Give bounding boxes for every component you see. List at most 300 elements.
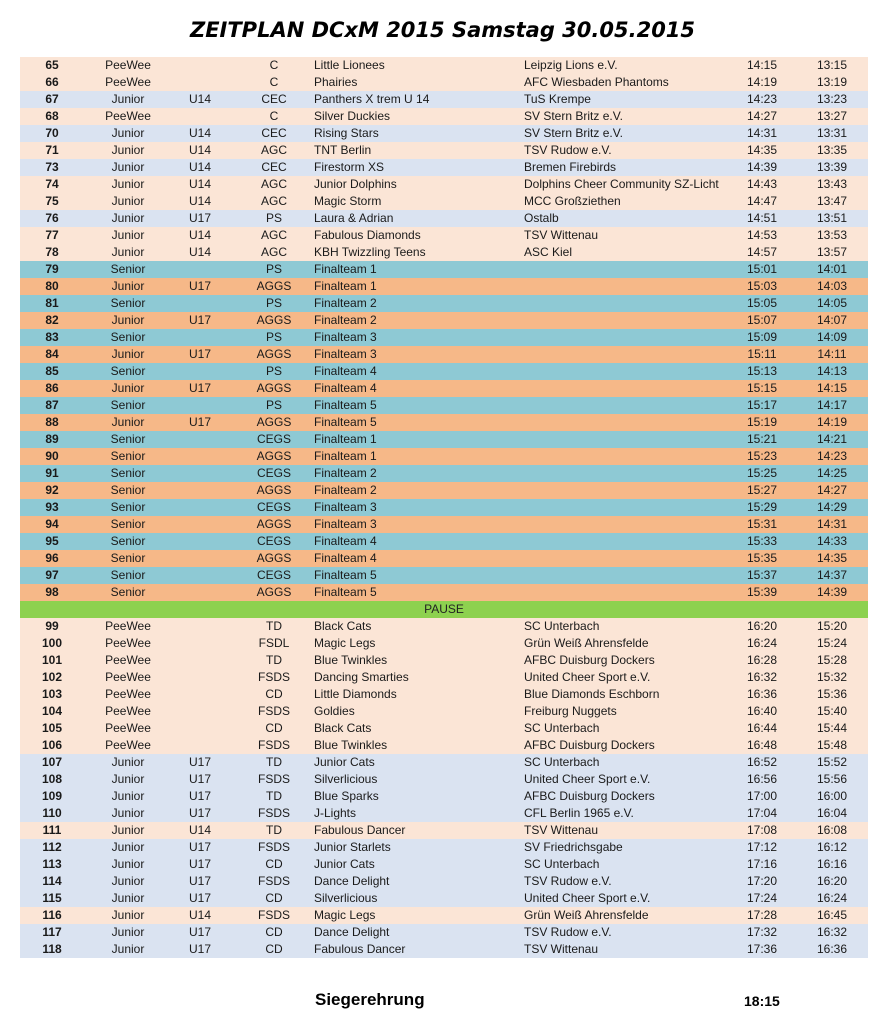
warmup-time-cell: 16:32 bbox=[816, 925, 848, 939]
start-time-cell: 15:37 bbox=[746, 568, 778, 582]
start-number-cell: 71 bbox=[45, 143, 59, 157]
club-name-cell: AFBC Duisburg Dockers bbox=[524, 738, 655, 752]
warmup-time-cell: 15:24 bbox=[816, 636, 848, 650]
age-group-cell: U17 bbox=[188, 925, 211, 939]
table-row bbox=[20, 295, 868, 312]
start-time-cell: 17:36 bbox=[746, 942, 778, 956]
warmup-time-cell: 13:23 bbox=[816, 92, 848, 106]
start-time-cell: 15:31 bbox=[746, 517, 778, 531]
start-time-cell: 17:32 bbox=[746, 925, 778, 939]
category-cell: Junior bbox=[111, 857, 145, 871]
team-name-cell: Junior Dolphins bbox=[314, 177, 397, 191]
table-row bbox=[20, 125, 868, 142]
team-name-cell: Fabulous Dancer bbox=[314, 942, 406, 956]
division-cell: CEC bbox=[261, 92, 287, 106]
table-row bbox=[20, 805, 868, 822]
table-row bbox=[20, 244, 868, 261]
team-name-cell: Finalteam 5 bbox=[314, 398, 377, 412]
start-time-cell: 17:12 bbox=[746, 840, 778, 854]
category-cell: Senior bbox=[110, 585, 146, 599]
warmup-time-cell: 14:39 bbox=[816, 585, 848, 599]
division-cell: AGGS bbox=[256, 551, 292, 565]
division-cell: C bbox=[269, 109, 279, 123]
start-number-cell: 81 bbox=[45, 296, 59, 310]
start-number-cell: 100 bbox=[41, 636, 63, 650]
division-cell: AGGS bbox=[256, 381, 292, 395]
division-cell: AGC bbox=[260, 228, 287, 242]
age-group-cell: U14 bbox=[188, 92, 211, 106]
table-row bbox=[20, 822, 868, 839]
table-row bbox=[20, 907, 868, 924]
division-cell: AGC bbox=[260, 245, 287, 259]
division-cell: TD bbox=[266, 755, 282, 769]
category-cell: PeeWee bbox=[105, 704, 151, 718]
start-time-cell: 15:13 bbox=[746, 364, 778, 378]
age-group-cell: U17 bbox=[188, 874, 211, 888]
start-time-cell: 15:17 bbox=[746, 398, 778, 412]
warmup-time-cell: 14:05 bbox=[816, 296, 848, 310]
team-name-cell: Finalteam 3 bbox=[314, 517, 377, 531]
team-name-cell: Blue Sparks bbox=[314, 789, 379, 803]
table-row bbox=[20, 652, 868, 669]
warmup-time-cell: 16:16 bbox=[816, 857, 848, 871]
pause-row: PAUSE bbox=[20, 601, 868, 618]
age-group-cell: U17 bbox=[188, 942, 211, 956]
division-cell: TD bbox=[266, 789, 282, 803]
division-cell: FSDL bbox=[258, 636, 290, 650]
team-name-cell: Finalteam 1 bbox=[314, 449, 377, 463]
division-cell: C bbox=[269, 58, 279, 72]
category-cell: Junior bbox=[111, 245, 145, 259]
division-cell: AGGS bbox=[256, 279, 292, 293]
table-row bbox=[20, 499, 868, 516]
category-cell: Junior bbox=[111, 874, 145, 888]
division-cell: PS bbox=[265, 211, 282, 225]
division-cell: CEGS bbox=[256, 466, 291, 480]
category-cell: PeeWee bbox=[105, 670, 151, 684]
category-cell: Senior bbox=[110, 296, 146, 310]
team-name-cell: Panthers X trem U 14 bbox=[314, 92, 430, 106]
start-number-cell: 91 bbox=[45, 466, 59, 480]
team-name-cell: Fabulous Diamonds bbox=[314, 228, 421, 242]
start-time-cell: 17:24 bbox=[746, 891, 778, 905]
start-number-cell: 74 bbox=[45, 177, 59, 191]
start-number-cell: 65 bbox=[45, 58, 59, 72]
start-time-cell: 15:33 bbox=[746, 534, 778, 548]
warmup-time-cell: 14:31 bbox=[816, 517, 848, 531]
category-cell: Junior bbox=[111, 415, 145, 429]
category-cell: Junior bbox=[111, 313, 145, 327]
division-cell: CD bbox=[265, 687, 283, 701]
table-row bbox=[20, 924, 868, 941]
start-time-cell: 14:57 bbox=[746, 245, 778, 259]
club-name-cell: CFL Berlin 1965 e.V. bbox=[524, 806, 634, 820]
start-number-cell: 87 bbox=[45, 398, 59, 412]
division-cell: AGGS bbox=[256, 313, 292, 327]
warmup-time-cell: 14:03 bbox=[816, 279, 848, 293]
team-name-cell: J-Lights bbox=[314, 806, 357, 820]
age-group-cell: U14 bbox=[188, 160, 211, 174]
category-cell: Senior bbox=[110, 500, 146, 514]
start-number-cell: 105 bbox=[41, 721, 63, 735]
age-group-cell: U14 bbox=[188, 823, 211, 837]
start-time-cell: 14:27 bbox=[746, 109, 778, 123]
table-row bbox=[20, 482, 868, 499]
team-name-cell: Magic Legs bbox=[314, 636, 376, 650]
table-row bbox=[20, 703, 868, 720]
warmup-time-cell: 15:48 bbox=[816, 738, 848, 752]
table-row bbox=[20, 720, 868, 737]
table-row bbox=[20, 414, 868, 431]
start-time-cell: 16:32 bbox=[746, 670, 778, 684]
start-number-cell: 83 bbox=[45, 330, 59, 344]
division-cell: AGGS bbox=[256, 585, 292, 599]
category-cell: Junior bbox=[111, 942, 145, 956]
table-row bbox=[20, 397, 868, 414]
start-number-cell: 68 bbox=[45, 109, 59, 123]
table-row bbox=[20, 278, 868, 295]
warmup-time-cell: 13:15 bbox=[816, 58, 848, 72]
age-group-cell: U14 bbox=[188, 228, 211, 242]
age-group-cell: U14 bbox=[188, 194, 211, 208]
team-name-cell: Dance Delight bbox=[314, 874, 390, 888]
warmup-time-cell: 13:39 bbox=[816, 160, 848, 174]
start-time-cell: 15:39 bbox=[746, 585, 778, 599]
start-time-cell: 15:11 bbox=[747, 347, 777, 361]
division-cell: CEC bbox=[261, 126, 287, 140]
age-group-cell: U17 bbox=[188, 857, 211, 871]
start-number-cell: 82 bbox=[45, 313, 59, 327]
table-row bbox=[20, 210, 868, 227]
division-cell: FSDS bbox=[257, 772, 290, 786]
age-group-cell: U17 bbox=[188, 755, 211, 769]
table-row bbox=[20, 448, 868, 465]
table-row bbox=[20, 771, 868, 788]
warmup-time-cell: 13:27 bbox=[816, 109, 848, 123]
team-name-cell: Finalteam 5 bbox=[314, 568, 377, 582]
warmup-time-cell: 14:13 bbox=[816, 364, 848, 378]
start-number-cell: 110 bbox=[42, 806, 62, 820]
division-cell: FSDS bbox=[257, 840, 290, 854]
start-time-cell: 15:09 bbox=[746, 330, 778, 344]
warmup-time-cell: 14:01 bbox=[816, 262, 848, 276]
start-time-cell: 15:03 bbox=[746, 279, 778, 293]
club-name-cell: TSV Rudow e.V. bbox=[524, 143, 612, 157]
team-name-cell: Finalteam 5 bbox=[314, 415, 377, 429]
start-time-cell: 15:25 bbox=[746, 466, 778, 480]
club-name-cell: TSV Wittenau bbox=[524, 942, 599, 956]
start-time-cell: 16:40 bbox=[746, 704, 778, 718]
start-time-cell: 14:51 bbox=[746, 211, 778, 225]
start-number-cell: 70 bbox=[45, 126, 59, 140]
club-name-cell: Grün Weiß Ahrensfelde bbox=[524, 636, 649, 650]
table-row bbox=[20, 108, 868, 125]
category-cell: Senior bbox=[110, 449, 146, 463]
table-row bbox=[20, 533, 868, 550]
warmup-time-cell: 15:20 bbox=[816, 619, 848, 633]
start-number-cell: 107 bbox=[41, 755, 63, 769]
table-row bbox=[20, 329, 868, 346]
warmup-time-cell: 15:36 bbox=[816, 687, 848, 701]
division-cell: AGGS bbox=[256, 449, 292, 463]
division-cell: AGGS bbox=[256, 347, 292, 361]
start-number-cell: 102 bbox=[41, 670, 63, 684]
team-name-cell: Fabulous Dancer bbox=[314, 823, 406, 837]
table-row bbox=[20, 873, 868, 890]
warmup-time-cell: 16:45 bbox=[816, 908, 848, 922]
warmup-time-cell: 15:56 bbox=[816, 772, 848, 786]
start-number-cell: 78 bbox=[45, 245, 59, 259]
club-name-cell: AFBC Duisburg Dockers bbox=[524, 653, 655, 667]
start-time-cell: 15:07 bbox=[746, 313, 778, 327]
table-row bbox=[20, 737, 868, 754]
category-cell: Junior bbox=[111, 891, 145, 905]
table-row bbox=[20, 193, 868, 210]
start-number-cell: 84 bbox=[45, 347, 59, 361]
division-cell: CEGS bbox=[256, 568, 291, 582]
team-name-cell: Silverlicious bbox=[314, 891, 378, 905]
club-name-cell: Blue Diamonds Eschborn bbox=[524, 687, 660, 701]
warmup-time-cell: 15:40 bbox=[816, 704, 848, 718]
warmup-time-cell: 13:57 bbox=[816, 245, 848, 259]
start-time-cell: 17:00 bbox=[746, 789, 778, 803]
table-row bbox=[20, 788, 868, 805]
start-time-cell: 16:20 bbox=[746, 619, 778, 633]
start-time-cell: 15:15 bbox=[746, 381, 778, 395]
table-row bbox=[20, 380, 868, 397]
category-cell: PeeWee bbox=[105, 721, 151, 735]
warmup-time-cell: 16:12 bbox=[816, 840, 848, 854]
start-time-cell: 15:27 bbox=[746, 483, 778, 497]
start-number-cell: 104 bbox=[41, 704, 63, 718]
start-time-cell: 17:28 bbox=[746, 908, 778, 922]
start-time-cell: 15:05 bbox=[746, 296, 778, 310]
age-group-cell: U14 bbox=[188, 143, 211, 157]
club-name-cell: Ostalb bbox=[524, 211, 559, 225]
start-number-cell: 109 bbox=[41, 789, 63, 803]
category-cell: Junior bbox=[111, 228, 145, 242]
division-cell: TD bbox=[266, 823, 282, 837]
warmup-time-cell: 15:32 bbox=[816, 670, 848, 684]
team-name-cell: Finalteam 4 bbox=[314, 551, 377, 565]
start-number-cell: 89 bbox=[45, 432, 59, 446]
team-name-cell: Finalteam 1 bbox=[314, 262, 377, 276]
category-cell: Junior bbox=[111, 823, 145, 837]
warmup-time-cell: 13:43 bbox=[816, 177, 848, 191]
division-cell: CEGS bbox=[256, 534, 291, 548]
category-cell: Junior bbox=[111, 840, 145, 854]
team-name-cell: Dance Delight bbox=[314, 925, 390, 939]
team-name-cell: TNT Berlin bbox=[314, 143, 372, 157]
start-number-cell: 77 bbox=[45, 228, 59, 242]
table-row bbox=[20, 584, 868, 601]
start-time-cell: 16:48 bbox=[746, 738, 778, 752]
warmup-time-cell: 16:04 bbox=[816, 806, 848, 820]
age-group-cell: U17 bbox=[188, 347, 211, 361]
start-number-cell: 79 bbox=[45, 262, 59, 276]
age-group-cell: U17 bbox=[188, 772, 211, 786]
table-row bbox=[20, 142, 868, 159]
start-number-cell: 75 bbox=[45, 194, 59, 208]
start-time-cell: 17:20 bbox=[746, 874, 778, 888]
start-number-cell: 98 bbox=[45, 585, 59, 599]
category-cell: PeeWee bbox=[105, 738, 151, 752]
start-number-cell: 117 bbox=[42, 925, 62, 939]
start-time-cell: 14:23 bbox=[746, 92, 778, 106]
start-number-cell: 90 bbox=[45, 449, 59, 463]
division-cell: FSDS bbox=[257, 704, 290, 718]
warmup-time-cell: 16:24 bbox=[816, 891, 848, 905]
team-name-cell: Finalteam 2 bbox=[314, 466, 377, 480]
team-name-cell: Rising Stars bbox=[314, 126, 379, 140]
category-cell: PeeWee bbox=[105, 636, 151, 650]
team-name-cell: Silverlicious bbox=[314, 772, 378, 786]
warmup-time-cell: 16:36 bbox=[816, 942, 848, 956]
category-cell: Senior bbox=[110, 551, 146, 565]
start-number-cell: 106 bbox=[41, 738, 63, 752]
club-name-cell: Freiburg Nuggets bbox=[524, 704, 617, 718]
club-name-cell: SV Friedrichsgabe bbox=[524, 840, 623, 854]
team-name-cell: Finalteam 5 bbox=[314, 585, 377, 599]
table-row bbox=[20, 159, 868, 176]
start-number-cell: 118 bbox=[42, 942, 62, 956]
division-cell: CEGS bbox=[256, 500, 291, 514]
category-cell: Junior bbox=[111, 789, 145, 803]
category-cell: PeeWee bbox=[105, 687, 151, 701]
club-name-cell: Dolphins Cheer Community SZ-Licht bbox=[524, 177, 719, 191]
age-group-cell: U17 bbox=[188, 840, 211, 854]
table-row bbox=[20, 941, 868, 958]
team-name-cell: Finalteam 4 bbox=[314, 364, 377, 378]
division-cell: PS bbox=[265, 330, 282, 344]
team-name-cell: Blue Twinkles bbox=[314, 738, 388, 752]
team-name-cell: Finalteam 3 bbox=[314, 330, 377, 344]
warmup-time-cell: 14:07 bbox=[816, 313, 848, 327]
start-number-cell: 94 bbox=[45, 517, 59, 531]
category-cell: Senior bbox=[110, 262, 146, 276]
category-cell: Senior bbox=[110, 483, 146, 497]
table-row bbox=[20, 312, 868, 329]
start-number-cell: 108 bbox=[41, 772, 63, 786]
warmup-time-cell: 15:44 bbox=[816, 721, 848, 735]
team-name-cell: Junior Starlets bbox=[314, 840, 391, 854]
start-number-cell: 76 bbox=[45, 211, 59, 225]
start-time-cell: 15:19 bbox=[746, 415, 778, 429]
start-number-cell: 116 bbox=[42, 908, 62, 922]
age-group-cell: U14 bbox=[188, 908, 211, 922]
age-group-cell: U17 bbox=[188, 279, 211, 293]
category-cell: Junior bbox=[111, 347, 145, 361]
warmup-time-cell: 14:33 bbox=[816, 534, 848, 548]
age-group-cell: U17 bbox=[188, 891, 211, 905]
page-title: ZEITPLAN DCxM 2015 Samstag 30.05.2015 bbox=[189, 18, 696, 42]
club-name-cell: SC Unterbach bbox=[524, 721, 600, 735]
category-cell: Junior bbox=[111, 381, 145, 395]
club-name-cell: ASC Kiel bbox=[524, 245, 573, 259]
table-row bbox=[20, 363, 868, 380]
table-row bbox=[20, 618, 868, 635]
category-cell: Junior bbox=[111, 772, 145, 786]
category-cell: Senior bbox=[110, 517, 146, 531]
warmup-time-cell: 14:27 bbox=[816, 483, 848, 497]
start-time-cell: 16:24 bbox=[746, 636, 778, 650]
division-cell: CD bbox=[265, 891, 283, 905]
age-group-cell: U14 bbox=[188, 245, 211, 259]
warmup-time-cell: 13:31 bbox=[816, 126, 848, 140]
warmup-time-cell: 14:11 bbox=[817, 347, 847, 361]
start-time-cell: 14:31 bbox=[746, 126, 778, 140]
team-name-cell: Laura & Adrian bbox=[314, 211, 394, 225]
division-cell: AGGS bbox=[256, 415, 292, 429]
start-number-cell: 115 bbox=[42, 891, 62, 905]
start-number-cell: 101 bbox=[41, 653, 63, 667]
category-cell: PeeWee bbox=[105, 109, 151, 123]
club-name-cell: AFBC Duisburg Dockers bbox=[524, 789, 655, 803]
warmup-time-cell: 16:08 bbox=[816, 823, 848, 837]
start-time-cell: 14:39 bbox=[746, 160, 778, 174]
division-cell: FSDS bbox=[257, 908, 290, 922]
team-name-cell: Finalteam 4 bbox=[314, 381, 377, 395]
category-cell: Senior bbox=[110, 432, 146, 446]
start-time-cell: 16:44 bbox=[746, 721, 778, 735]
warmup-time-cell: 13:19 bbox=[816, 75, 848, 89]
division-cell: TD bbox=[266, 653, 282, 667]
age-group-cell: U17 bbox=[188, 211, 211, 225]
table-row bbox=[20, 261, 868, 278]
division-cell: FSDS bbox=[257, 806, 290, 820]
category-cell: PeeWee bbox=[105, 653, 151, 667]
start-number-cell: 103 bbox=[41, 687, 63, 701]
category-cell: Junior bbox=[111, 279, 145, 293]
team-name-cell: Magic Legs bbox=[314, 908, 376, 922]
category-cell: Senior bbox=[110, 398, 146, 412]
team-name-cell: Goldies bbox=[314, 704, 355, 718]
category-cell: Junior bbox=[111, 160, 145, 174]
team-name-cell: Finalteam 2 bbox=[314, 296, 377, 310]
start-number-cell: 92 bbox=[45, 483, 59, 497]
start-number-cell: 73 bbox=[45, 160, 59, 174]
award-ceremony-time: 18:15 bbox=[744, 993, 780, 1009]
club-name-cell: Leipzig Lions e.V. bbox=[524, 58, 618, 72]
team-name-cell: Finalteam 3 bbox=[314, 500, 377, 514]
division-cell: FSDS bbox=[257, 738, 290, 752]
team-name-cell: Firestorm XS bbox=[314, 160, 385, 174]
start-time-cell: 14:15 bbox=[746, 58, 778, 72]
table-row bbox=[20, 346, 868, 363]
award-ceremony-label: Siegerehrung bbox=[315, 990, 425, 1009]
start-number-cell: 93 bbox=[45, 500, 59, 514]
division-cell: TD bbox=[266, 619, 282, 633]
table-row bbox=[20, 91, 868, 108]
start-number-cell: 112 bbox=[42, 840, 62, 854]
club-name-cell: SV Stern Britz e.V. bbox=[524, 126, 623, 140]
age-group-cell: U14 bbox=[188, 177, 211, 191]
start-number-cell: 99 bbox=[45, 619, 59, 633]
club-name-cell: SV Stern Britz e.V. bbox=[524, 109, 623, 123]
division-cell: AGC bbox=[260, 177, 287, 191]
warmup-time-cell: 13:47 bbox=[816, 194, 848, 208]
table-row bbox=[20, 839, 868, 856]
warmup-time-cell: 14:35 bbox=[816, 551, 848, 565]
start-time-cell: 15:23 bbox=[746, 449, 778, 463]
club-name-cell: TSV Rudow e.V. bbox=[524, 925, 612, 939]
club-name-cell: TSV Rudow e.V. bbox=[524, 874, 612, 888]
division-cell: PS bbox=[265, 364, 282, 378]
start-number-cell: 85 bbox=[45, 364, 59, 378]
category-cell: Senior bbox=[110, 364, 146, 378]
team-name-cell: Junior Cats bbox=[314, 755, 375, 769]
club-name-cell: SC Unterbach bbox=[524, 857, 600, 871]
